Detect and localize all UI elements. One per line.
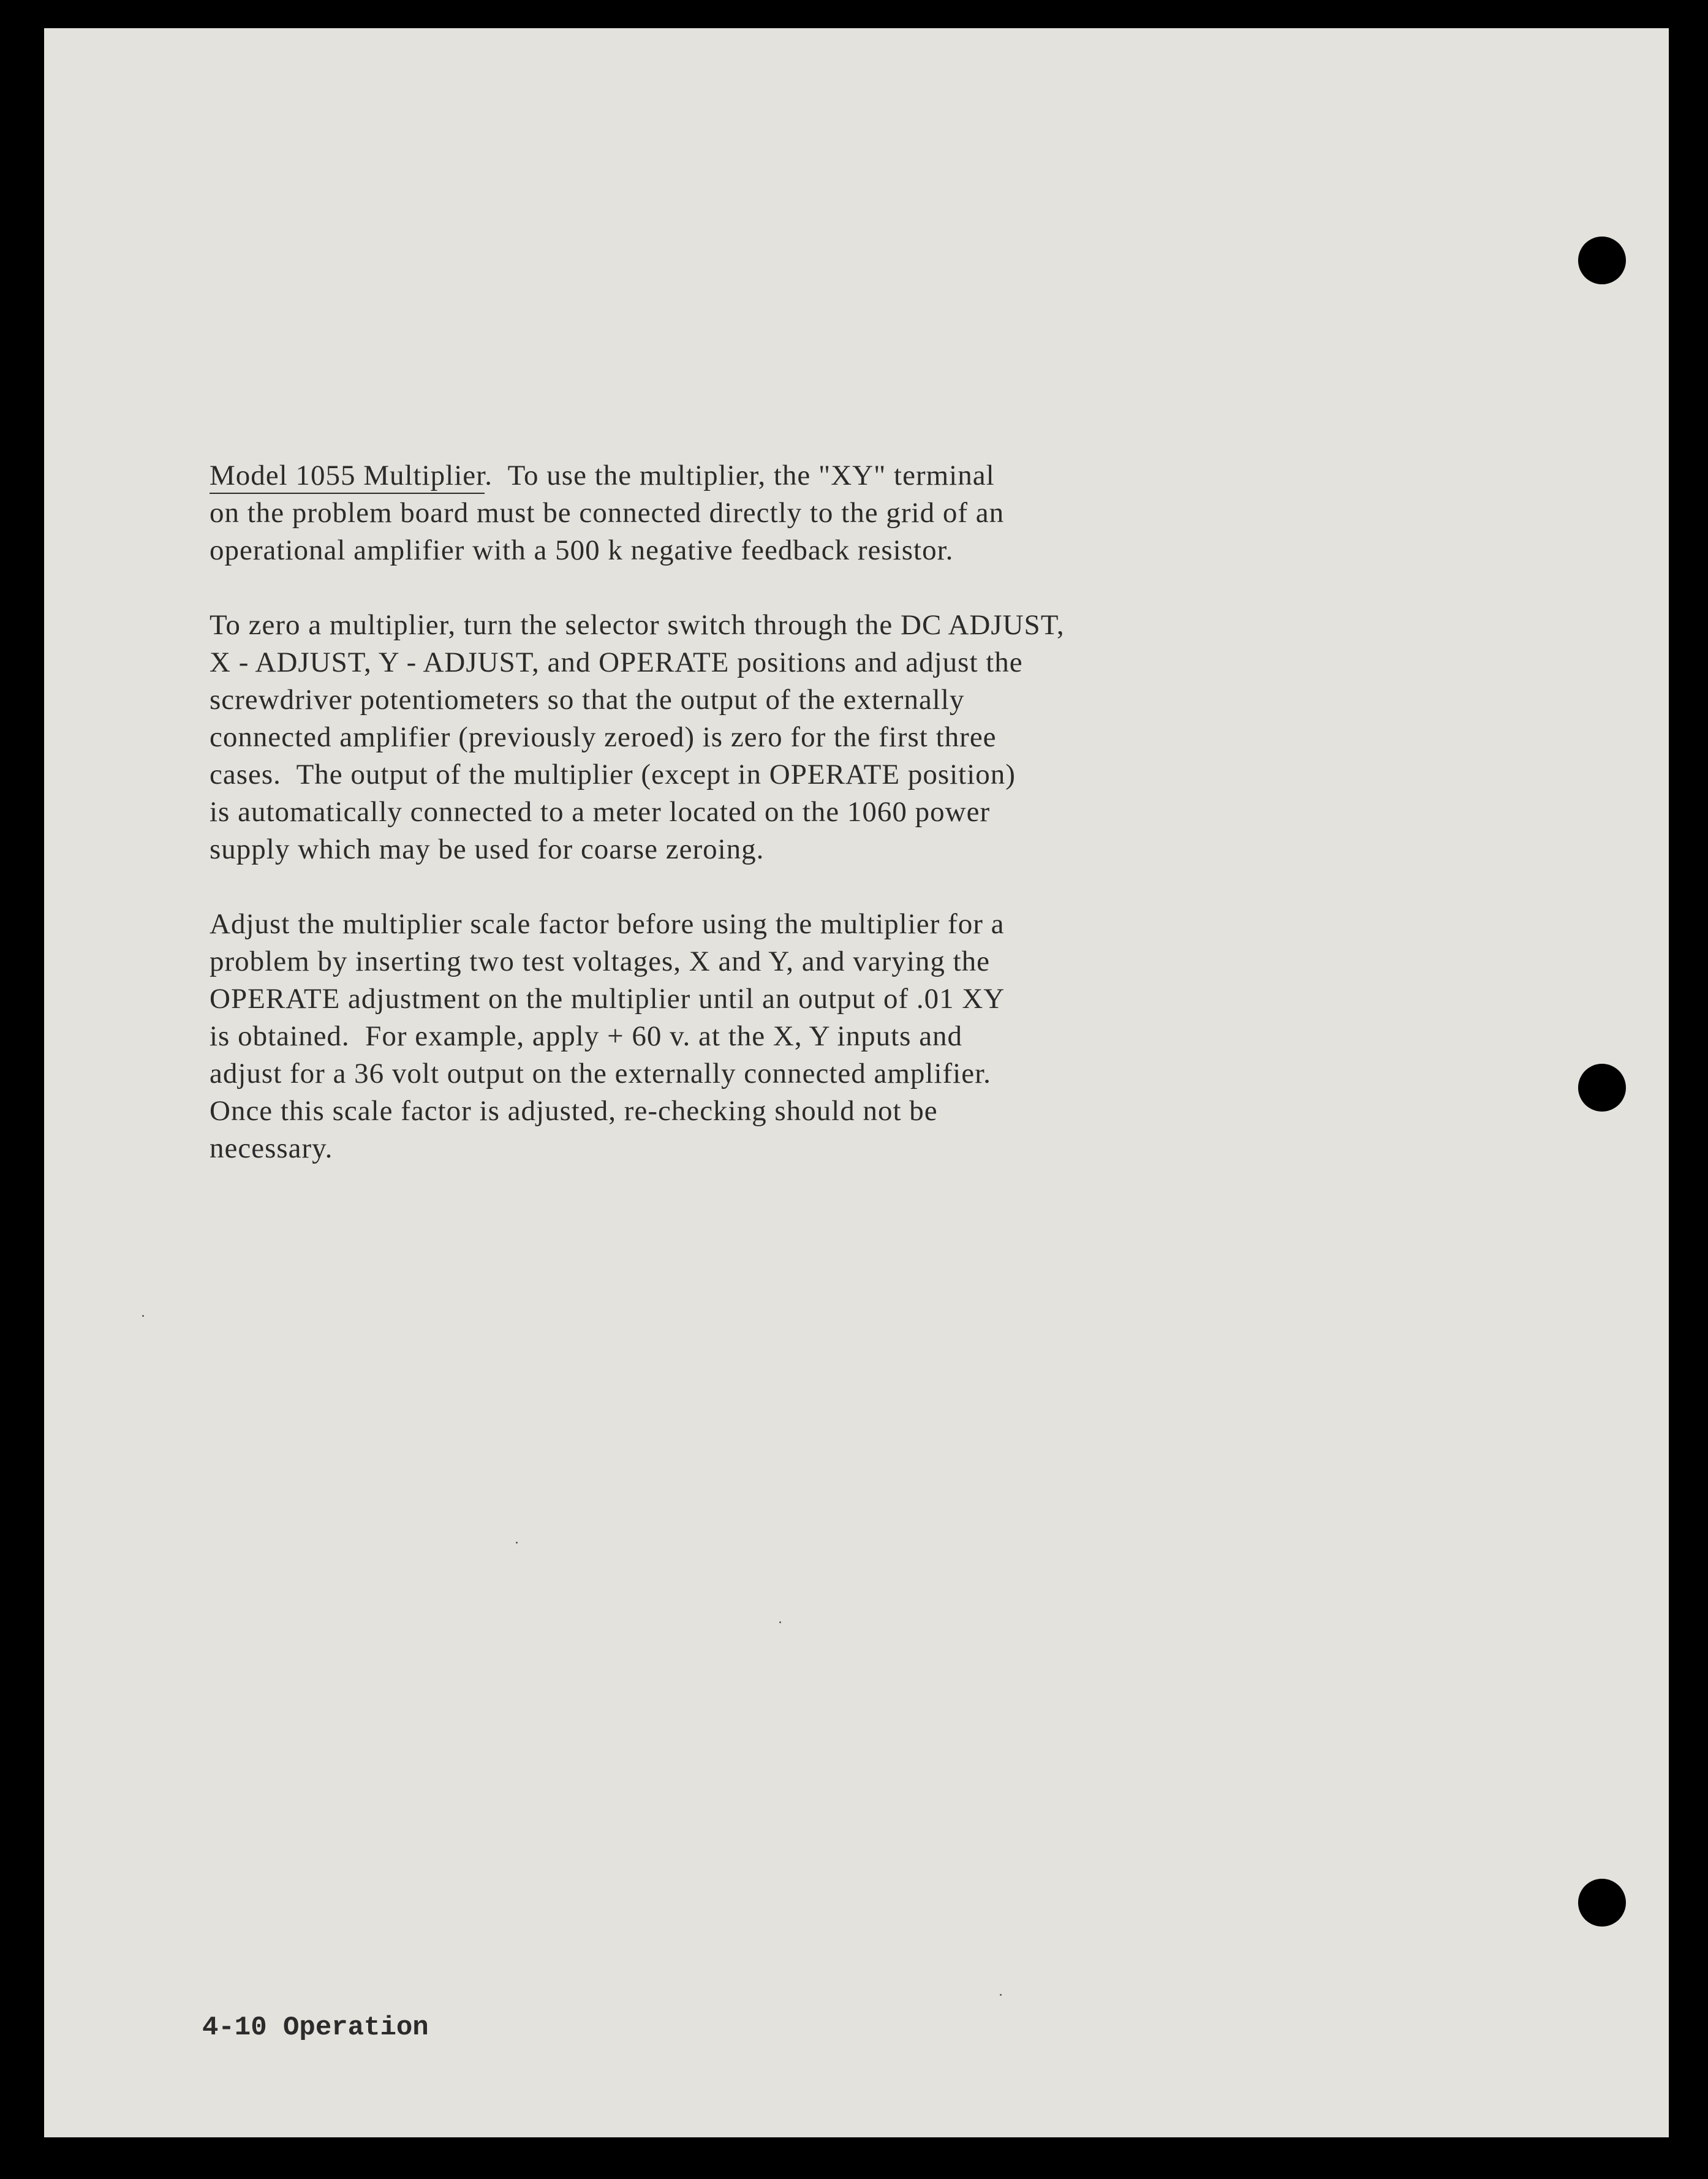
paragraph-line: necessary.: [210, 1132, 333, 1164]
binder-hole: [1578, 1879, 1626, 1927]
paper-speck: [779, 1621, 781, 1623]
paragraph-line: screwdriver potentiometers so that the output of the externally: [210, 684, 965, 716]
paragraph-scale-factor: [210, 906, 1527, 1167]
paragraph-zeroing: [210, 607, 1527, 868]
paragraph-line: To zero a multiplier, turn the selector switch through the DC ADJUST,: [210, 609, 1065, 641]
page-footer: 4-10 Operation: [202, 2012, 429, 2043]
heading-line-rest: . To use the multiplier, the "XY" terminal: [485, 460, 995, 491]
body-text: [210, 457, 1527, 1205]
paragraph-line: Adjust the multiplier scale factor before using the multiplier for a: [210, 908, 1005, 940]
paragraph-line: cases. The output of the multiplier (except in OPERATE position): [210, 759, 1016, 790]
paragraph-line: is automatically connected to a meter located on the 1060 power: [210, 796, 991, 828]
paragraph-line: [210, 457, 1527, 495]
paragraph-line: adjust for a 36 volt output on the externally connected amplifier.: [210, 1058, 991, 1090]
document-page: [44, 28, 1669, 2137]
paragraph-line: problem by inserting two test voltages, X and Y, and varying the: [210, 945, 991, 977]
paper-speck: [1000, 1994, 1002, 1996]
paper-speck: [142, 1315, 144, 1317]
section-heading: Model 1055 Multiplier: [210, 460, 485, 494]
paragraph-line: supply which may be used for coarse zeroing.: [210, 833, 765, 865]
paragraph-line: operational amplifier with a 500 k negative feedback resistor.: [210, 534, 954, 566]
paragraph-line: OPERATE adjustment on the multiplier until an output of .01 XY: [210, 983, 1005, 1015]
paragraph-line: on the problem board must be connected directly to the grid of an: [210, 497, 1005, 529]
paragraph-multiplier-intro: [210, 457, 1527, 569]
paragraph-line: Once this scale factor is adjusted, re-checking should not be: [210, 1095, 938, 1127]
binder-hole: [1578, 237, 1626, 284]
paragraph-line: X - ADJUST, Y - ADJUST, and OPERATE positions and adjust the: [210, 646, 1023, 678]
binder-hole: [1578, 1064, 1626, 1112]
paragraph-line: is obtained. For example, apply + 60 v. at the X, Y inputs and: [210, 1020, 963, 1052]
paper-speck: [516, 1542, 518, 1544]
paragraph-line: connected amplifier (previously zeroed) is zero for the first three: [210, 721, 997, 753]
